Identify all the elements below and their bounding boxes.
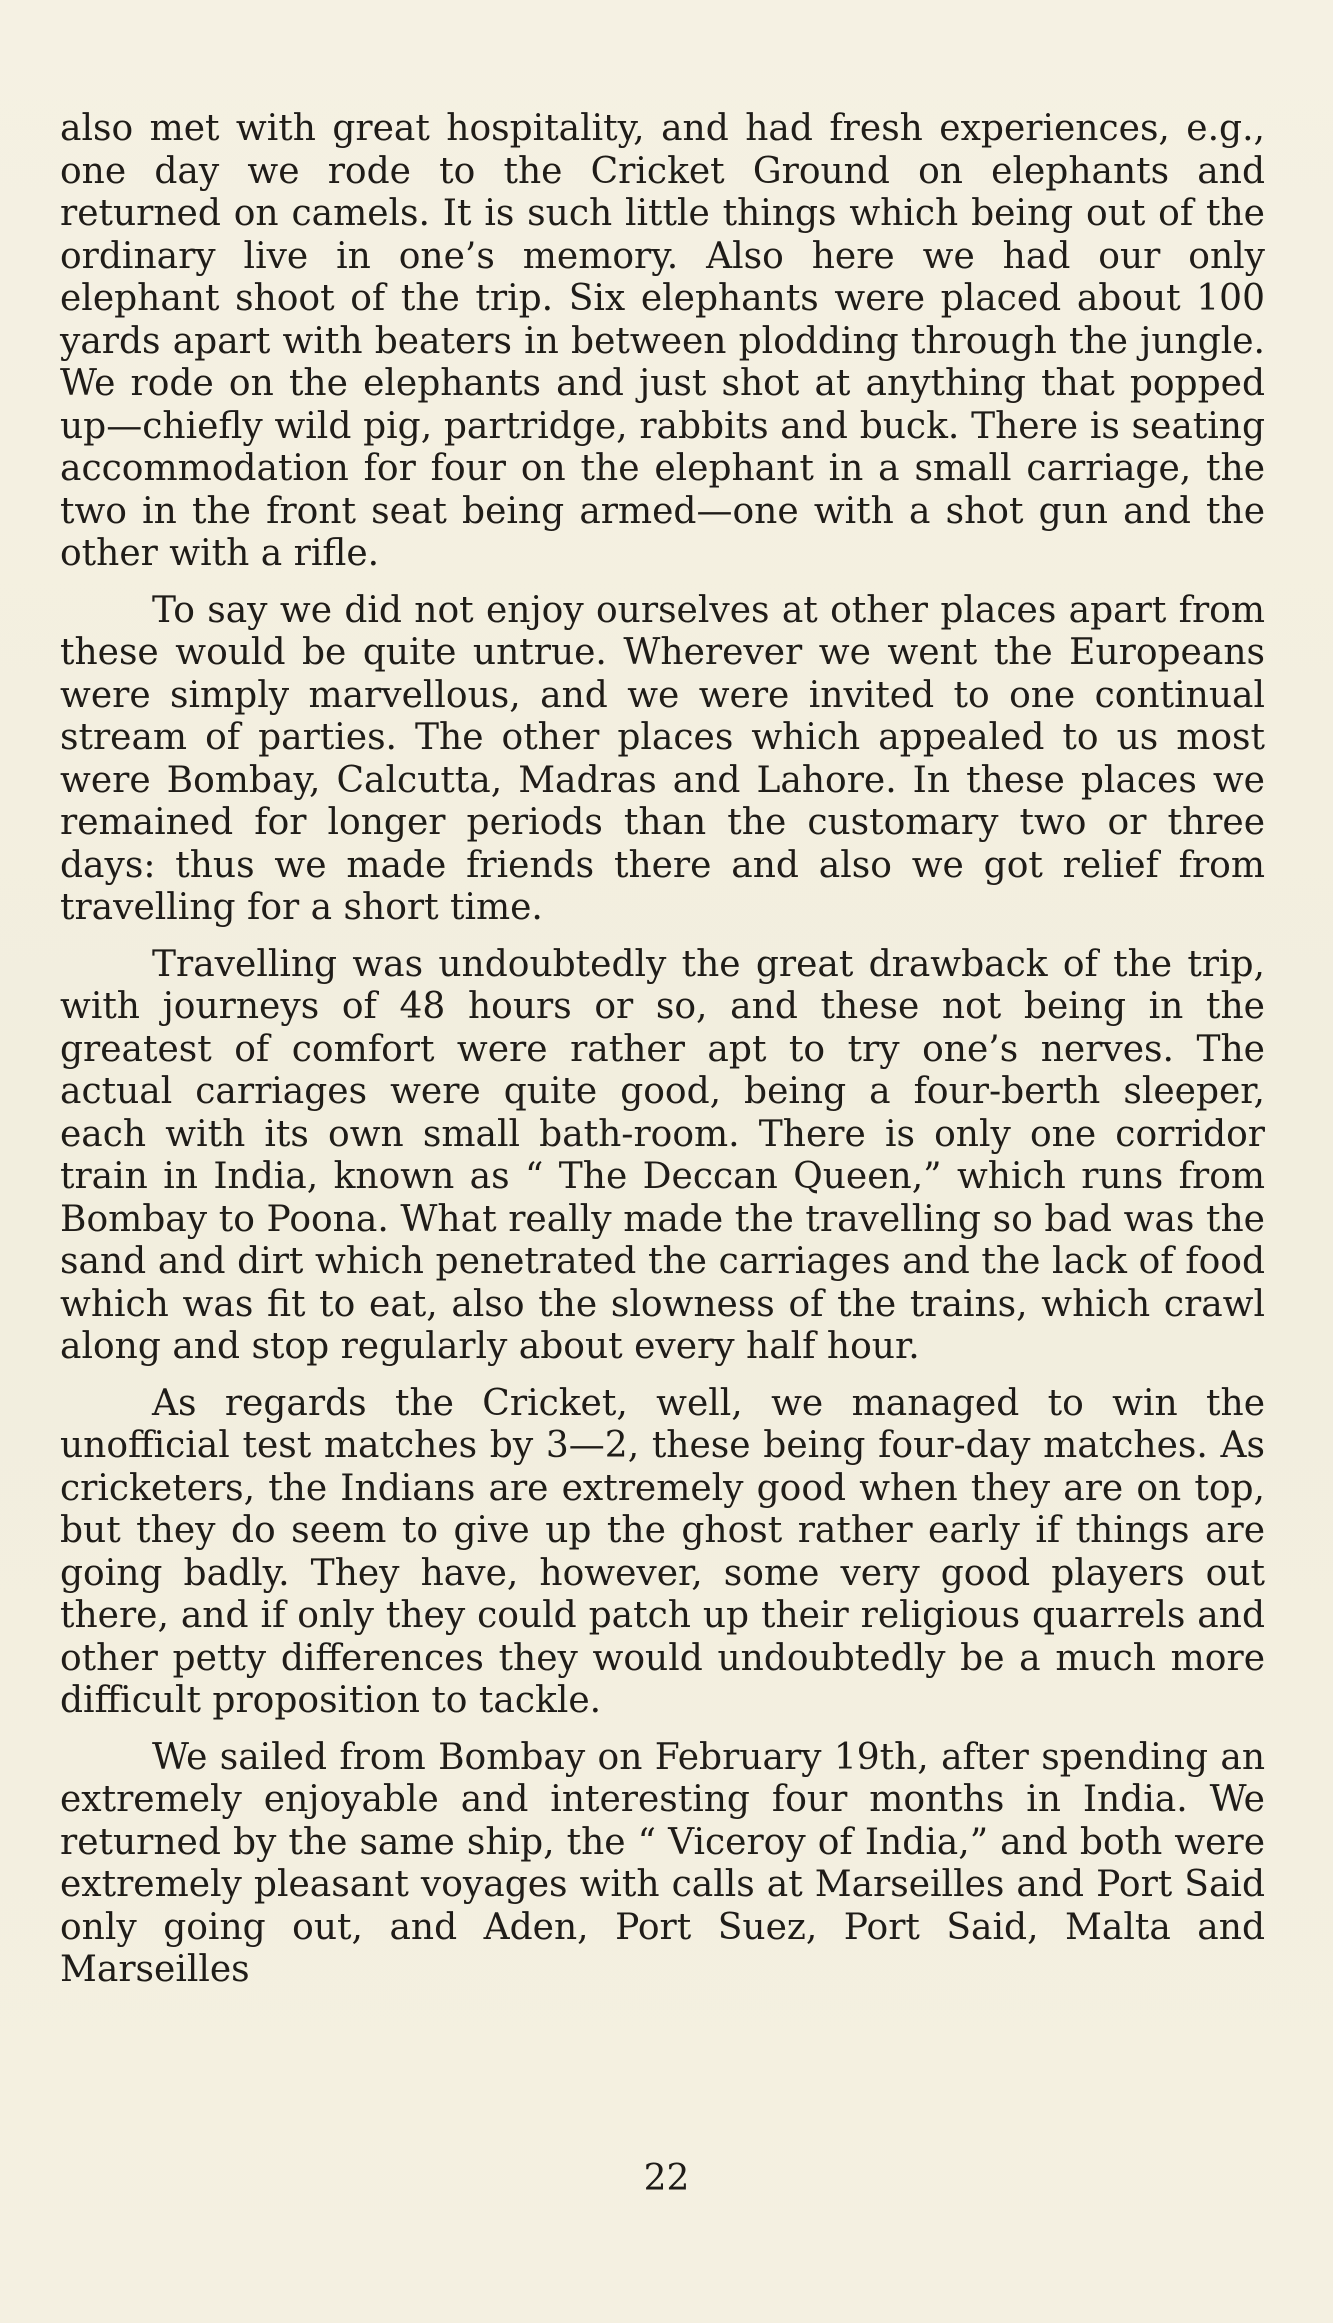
paragraph-sailing: We sailed from Bombay on February 19th, after spending an extremely enjoyable and interesting four months in India. We returned by the same ship, the “ Viceroy of India,” and both were extremely pleasant voyages with calls at Marseilles and Port Said only going out, and Aden, Port Suez, Port Said, Malta and Marseilles xyxy=(60,1736,1265,1990)
paragraph-travelling: Travelling was undoubtedly the great drawback of the trip, with journeys of 48 hours or so, and these not being in the greatest of comfort were rather apt to try one’s nerves. The actual carriages were quite good, being a four-berth sleeper, each with its own small bath-room. There is only one corridor train in India, known as “ The Deccan Queen,” which runs from Bombay to Poona. What really made the travelling so bad was the sand and dirt which penetrated the carriages and the lack of food which was fit to eat, also the slowness of the trains, which crawl along and stop regularly about every half hour. xyxy=(60,943,1265,1367)
page-number: 22 xyxy=(643,2158,690,2199)
paragraph-other-places: To say we did not enjoy ourselves at other places apart from these would be quite untrue. Wherever we went the Europeans were simply marvellous, and we were invited to one continual stream of parties. The other places which appealed to us most were Bombay, Calcutta, Madras and Lahore. In these places we remained for longer periods than the customary two or three days: thus we made friends there and also we got relief from travelling for a short time. xyxy=(60,589,1265,928)
paragraph-cricket: As regards the Cricket, well, we managed to win the unofficial test matches by 3—2, these being four-day matches. As cricketers, the Indians are extremely good when they are on top, but they do seem to give up the ghost rather early if things are going badly. They have, however, some very good players out there, and if only they could patch up their religious quarrels and other petty differences they would undoubtedly be a much more difficult proposition to tackle. xyxy=(60,1382,1265,1721)
body-text xyxy=(60,108,1265,2006)
paragraph-continuation: also met with great hospitality, and had fresh experiences, e.g., one day we rode to the Cricket Ground on elephants and returned on camels. It is such little things which being out of the ordinary live in one’s memory. Also here we had our only elephant shoot of the trip. Six elephants were placed about 100 yards apart with beaters in between plodding through the jungle. We rode on the elephants and just shot at anything that popped up—chiefly wild pig, partridge, rabbits and buck. There is seating accommodation for four on the elephant in a small carriage, the two in the front seat being armed—one with a shot gun and the other with a rifle. xyxy=(60,108,1265,574)
